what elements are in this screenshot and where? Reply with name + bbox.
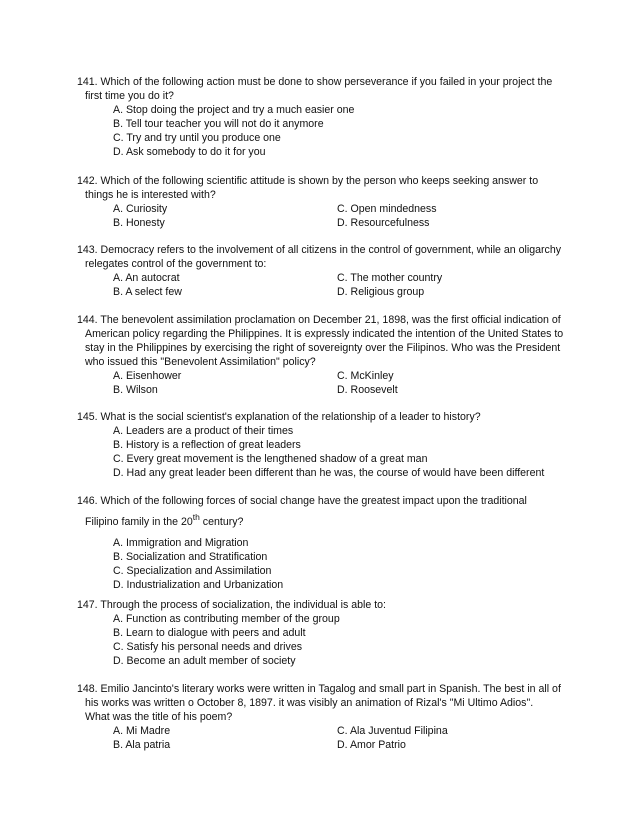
question-stem-line: 148. Emilio Jancinto's literary works were written in Tagalog and small part in Spanish. The best in all of <box>77 683 561 695</box>
answer-option-d: D. Roosevelt <box>337 384 398 396</box>
question-stem-line: 147. Through the process of socialization, the individual is able to: <box>77 599 386 611</box>
question-146 <box>77 494 577 592</box>
question-141 <box>77 75 577 159</box>
answer-option-c: C. The mother country <box>337 272 443 284</box>
answer-option-d: D. Resourcefulness <box>337 217 430 229</box>
answer-option-b: B. Honesty <box>113 217 165 229</box>
answer-option-row <box>77 369 577 383</box>
question-stem-line: 145. What is the social scientist's explanation of the relationship of a leader to history? <box>77 411 481 423</box>
question-stem-line <box>77 508 577 536</box>
answer-option-c: C. Try and try until you produce one <box>113 132 281 144</box>
answer-option-a: A. Stop doing the project and try a much easier one <box>113 104 355 116</box>
answer-option-row <box>77 271 577 285</box>
answer-option-c: C. Specialization and Assimilation <box>113 565 272 577</box>
answer-option-row <box>77 216 577 230</box>
question-stem-line: his works was written o October 8, 1897. it was visibly an animation of Rizal's "Mi Ultimo Adios". <box>85 697 534 709</box>
question-stem-text: Filipino family in the 20 <box>85 516 193 528</box>
answer-option-c: C. Ala Juventud Filipina <box>337 725 448 737</box>
question-stem-line: 141. Which of the following action must be done to show perseverance if you failed in your project the <box>77 76 553 88</box>
question-stem-line: 146. Which of the following forces of social change have the greatest impact upon the traditional <box>77 495 527 507</box>
answer-option-b: B. Socialization and Stratification <box>113 551 268 563</box>
question-145 <box>77 410 577 480</box>
answer-option-row <box>77 724 577 738</box>
question-stem-text: century? <box>199 516 244 528</box>
ordinal-superscript: th <box>192 512 200 522</box>
answer-option-row <box>77 738 577 752</box>
answer-option-d: D. Ask somebody to do it for you <box>113 146 266 158</box>
question-147 <box>77 598 577 668</box>
question-stem-line: things he is interested with? <box>85 189 216 201</box>
question-stem-line: stay in the Philippines by exercising the right of sovereignty over the Filipinos. Who was the President <box>85 342 561 354</box>
answer-option-d: D. Religious group <box>337 286 425 298</box>
question-stem-line: relegates control of the government to: <box>85 258 267 270</box>
question-stem-line: who issued this "Benevolent Assimilation" policy? <box>85 356 316 368</box>
answer-option-a: A. Mi Madre <box>113 725 171 737</box>
answer-option-c: C. Satisfy his personal needs and drives <box>113 641 303 653</box>
answer-option-a: A. Eisenhower <box>113 370 182 382</box>
answer-option-row <box>77 285 577 299</box>
answer-option-b: B. Wilson <box>113 384 158 396</box>
question-stem-line: What was the title of his poem? <box>85 711 233 723</box>
answer-option-c: C. Open mindedness <box>337 203 437 215</box>
question-143 <box>77 243 577 299</box>
question-stem-line: American policy regarding the Philippines. It is expressly indicated the intention of the United States to <box>85 328 564 340</box>
question-148 <box>77 682 577 752</box>
question-stem-line: 144. The benevolent assimilation proclamation on December 21, 1898, was the first official indication of <box>77 314 561 326</box>
answer-option-d: D. Amor Patrio <box>337 739 406 751</box>
question-stem-line: first time you do it? <box>85 90 174 102</box>
answer-option-row <box>77 383 577 397</box>
answer-option-c: C. Every great movement is the lengthened shadow of a great man <box>113 453 428 465</box>
answer-option-row <box>77 202 577 216</box>
answer-option-d: D. Industrialization and Urbanization <box>113 579 284 591</box>
answer-option-a: A. Function as contributing member of the group <box>113 613 340 625</box>
answer-option-a: A. An autocrat <box>113 272 180 284</box>
answer-option-b: B. History is a reflection of great leaders <box>113 439 301 451</box>
answer-option-b: B. Ala patria <box>113 739 171 751</box>
answer-option-b: B. Tell tour teacher you will not do it anymore <box>113 118 324 130</box>
answer-option-a: A. Curiosity <box>113 203 168 215</box>
answer-option-c: C. McKinley <box>337 370 394 382</box>
answer-option-a: A. Leaders are a product of their times <box>113 425 294 437</box>
question-144 <box>77 313 577 397</box>
question-stem-line: 143. Democracy refers to the involvement of all citizens in the control of government, while an oligarchy <box>77 244 562 256</box>
answer-option-d: D. Become an adult member of society <box>113 655 296 667</box>
answer-option-a: A. Immigration and Migration <box>113 537 249 549</box>
answer-option-b: B. A select few <box>113 286 182 298</box>
answer-option-b: B. Learn to dialogue with peers and adult <box>113 627 306 639</box>
answer-option-d: D. Had any great leader been different than he was, the course of would have been different <box>113 467 545 479</box>
question-stem-line: 142. Which of the following scientific attitude is shown by the person who keeps seeking answer to <box>77 175 539 187</box>
question-142 <box>77 174 577 230</box>
